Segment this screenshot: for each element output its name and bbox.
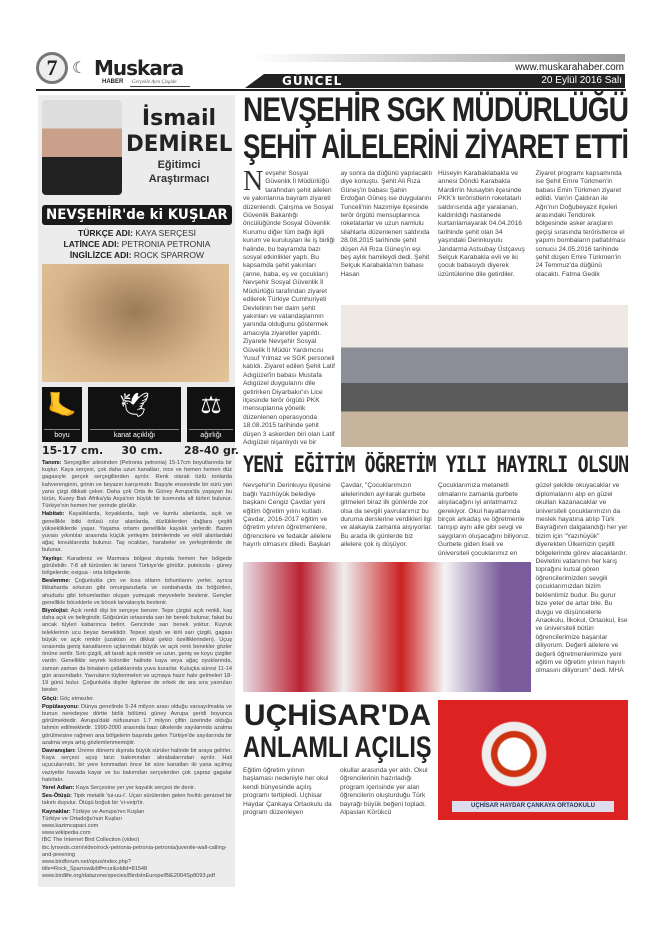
paragraph-text: Serçegiller ailesinden (Petronia petronia) 15-17cm boyutlarında bir kuştur. Kaya serçesi, çok daha uzun kanatları, ince ve hemen hemen düz gagasıyle gerçek serçegillerden ayrılır. Renk olarak türlü tonlarda kahverenginin, grinin ve beyazın karışımıdır. Başıyle ensesinde bir sürü yan yana çizgi dikkati çeker. Daha çok Orta ile Güney Avrupa'da yaşayan bu türün, Kuzey Batı Afrika'yla Asya'nın büyük bir kısmında alt türleri bulunur. Türkiye'nin hemen her yerinde görülür. <box>42 460 233 510</box>
author-photo <box>42 100 122 195</box>
paragraph-title: Tanımı: <box>42 460 62 466</box>
author-header <box>42 100 232 195</box>
header-gradient <box>250 54 625 62</box>
article3 <box>243 700 628 820</box>
wingspan-value: 30 cm. <box>121 444 163 457</box>
author-role: Araştırmacı <box>148 173 210 185</box>
headline-line: ŞEHİT AİLELERİNİ ZİYARET ETTİ <box>243 128 629 166</box>
column-banner-text: NEVŞEHİR'de ki KUŞLAR <box>46 207 228 223</box>
paragraph <box>42 578 232 607</box>
logo-sub: HABER <box>102 79 124 85</box>
source-link[interactable]: www.kazimcapaci.com <box>42 822 99 829</box>
length-icon: 🦶 boyu <box>42 387 82 442</box>
paragraph <box>42 793 232 807</box>
paragraph-title: Yayılışı: <box>42 555 63 562</box>
value: PETRONIA PETRONIA <box>121 239 211 249</box>
value: KAYA SERÇESİ <box>135 228 196 238</box>
article2-column-2: Çavdar, "Çocuklarımızın ailelerinden ayrılarak gurbete gitmeleri biraz ilk günlerde zor olsa da sevgili yavrularımız bu duruma derslerine verdikleri ilgi ve alakayla zamanla alışıyorlar. Bu arada ilk günlerde biz ailelere çok iş düşüyor. <box>340 482 433 549</box>
species-names <box>42 228 232 261</box>
newspaper-logo <box>72 54 182 86</box>
column-banner <box>42 205 232 225</box>
article2-column-1: Nevşehir'in Derinkuyu ilçesine bağlı Yazıhüyük belediye başkanı Cengiz Çavdar yeni eğitim öğretim yılını kutladı. Çavdar, 2016-2017 eğitim ve öğretim yılının öğretmenlere, öğrencilere ve fedakâr ailelere hayırlı olmasını diledi. Başkan <box>243 482 332 549</box>
source-link[interactable]: www.birdforum.net/opus/index.php?title=Rock_Sparrow&diff=cur&oldid=81548 <box>42 858 148 873</box>
source-link[interactable]: www.birdlife.org/datazone/species/BirdsInEurope/BiE2004Sp8093.pdf <box>42 873 215 880</box>
article1-body <box>243 166 628 447</box>
page-number: 7 <box>36 52 68 84</box>
paragraph-title: Davranışları: <box>42 747 76 754</box>
article2-photo <box>243 562 531 692</box>
logo-tagline: Gerçekle Aynı Çizgide <box>132 80 177 85</box>
author-last-name: DEMİREL <box>126 132 233 157</box>
article3-column-2: okullar arasında yer aldı. Okul öğrencilerinin hazırladığı program içerisinde yer alan öğrencilerin oluşturduğu Türk bayrağı büyük beğeni topladı. Alpaslan Körükcü <box>340 767 428 817</box>
article3-column-1: Eğitim öğretim yılının başlaması nedeniyle her okul kendi bünyesinde açılış programı tertipledi. Uçhisar Haydar Çankaya Ortaokulu da program düzenleyen <box>243 767 332 817</box>
weight-value: 28-40 gr. <box>184 444 239 457</box>
article3-headline <box>243 700 432 764</box>
author-role: Eğitimci <box>157 159 201 171</box>
paragraph-title: Beslenme: <box>42 578 71 585</box>
paragraph-title: Yerel Adları: <box>42 784 75 791</box>
paragraph <box>42 785 232 792</box>
satellite-dish-icon: ☾ <box>72 60 87 77</box>
paragraph-text: Türkiye ve Avrupa'nın Kuşları <box>72 808 145 815</box>
drop-cap: N <box>243 166 264 197</box>
source: Türkiye ve Ortadoğu'nun Kuşları <box>42 815 123 822</box>
paragraph-title: Göçü: <box>42 695 59 702</box>
source: IBC The Internet Bird Collection (video) <box>42 837 140 844</box>
source-link[interactable]: ibc.lynxeds.com/video/rock-petronia-petronia-petronia/juvenile-wall-calling-and-preening <box>42 844 227 858</box>
weight-icon: ⚖ ağırlığı <box>187 387 235 442</box>
bird-description <box>42 460 232 881</box>
wingspan-icon: 🕊 kanat açıklığı <box>88 387 181 442</box>
article1-column-2: ay sonra da düğünü yapılacaktı diye konuştu. Şehit Ali Rıza Güneş'in babası Şahin Erdoğan Güneş ise duygularını Tunceli'nin Nazımiye ilçesinde terör örgütü mensuplarınca roketatarlar ve uzun namlulu silahlarla düzenlenen saldırıda 28.08.2015 tarihinde şehit düşen Ali Rıza Güneş'in eşi beş aylık hamileydi dedi. Şehit Selçuk Karabakla'nın babası Hasan <box>340 170 433 278</box>
author-first-name: İsmail <box>141 106 217 131</box>
paragraph <box>42 511 232 554</box>
label: İNGİLİZCE ADI: <box>69 250 132 260</box>
paragraph-text: Göç etmezler. <box>59 695 95 702</box>
label: TÜRKÇE ADI: <box>78 228 133 238</box>
article3-body <box>243 767 432 817</box>
source-link[interactable]: www.wikipedia.com <box>42 830 91 837</box>
measure-values <box>42 444 239 458</box>
article3-text <box>243 700 432 820</box>
article1-photo <box>341 305 629 447</box>
headline-line: NEVŞEHİR SGK MÜDÜRLÜĞÜ <box>243 91 629 129</box>
species-name-latin <box>42 239 232 250</box>
paragraph <box>42 608 232 694</box>
paragraph-text: Çoğunlukla çim ve kısa otların tohumlarını yerler, ayrıca ilkbaharda solucan gibi omurgasızlarla ve sonbaharda da böğürtlen, ahududu gibi tohumlardan oluşan yumuşak meyvelerle beslenir. Gençler genellikle böceklerle ve böcek larvalarıyla beslenir. <box>42 578 232 606</box>
paragraph-text: Açık renkli dişi bir serçeye benzer. Tepe çizgisi açık renkli, kaş daha açık ve belirgindir. Göğsünün ortasında sarı bir benek bulunur, fakat bu ancak tüyleri kabarınca belirir. Gencinde sarı benek yoktur. Kuyruk teleklerinin ucu beyaz beneklidir. Tepesi siyah ve kirli sarı çizgili, gagası büyük ve açık renktir (uzaktan en dikkat çekici özelliklerinden). Uçuş sırasında geniş kanatlarının uçlarındaki büyük ve açık renk benekler gözler önüne serilir. Sırtı çizgili, alt tarafı açık renktir ve uzun, geniş ve koyu çizgiler vardır. Genellikle seyrek koloniler halinde kaya veya ağaç oyuklarında, zaman zaman da binaların çatlaklarında yuva kurarlar. Kuluçka süresi 11-14 gün arasındadır. Yavruların tüylenmeleri ve uçmaya hazır hale gelmeleri 18-19 günü bulur. Çoğunlukla dişiler ilgilense de erkek de ara sıra yavruları besler. <box>42 608 232 694</box>
value: ROCK SPARROW <box>133 250 205 260</box>
column-text: evşehir Sosyal Güvenlik İl Müdürlüğü tarafından şehit aileleri ve yakınlarına bayram ziyareti düzenlendi. Çalışma ve Sosyal Güvenlik Bakanlığı öncülüğünde Sosyal Güvenlik Kurumu diğer tüm bağlı ilgili kurum ve kuruluşları ile iş birliği halinde, bu bayramda bazı sosyal etkinlikler yaptı. Bu kapsamda şehit yakınları (anne, baba, eş ve çocukları) Nevşehir Sosyal Güvenlik İl Müdürlüğü tarafından ziyaret edilerek Türkiye Cumhuriyeti Devletinin her daim şehit yakınları ve vatandaşlarının yanında olduğunu göstermek amacıyla ziyaretler yapıldı. Ziyarete Nevşehir Sosyal Güvelik İl Müdür Yardımcısı Yusuf Yılmaz ve SGK personeli katıldı. Ziyaret edilen Şehit Latif Adıgüzel'in babası Mustafa Adıgüzel duygularını dile getirirken Diyarbakır'ın Lice ilçesinde terör örgütü PKK mensuplarına yönelik düzenlenen operasyonda 18.08.2015 tarihinde şehit düşen 3 askerden biri olan Latif Adıgüzel nişanlıydı ve bir <box>243 170 335 446</box>
section-title: GÜNCEL <box>282 74 343 88</box>
author-info <box>126 100 232 186</box>
label: ağırlığı <box>189 429 233 440</box>
label: LATİNCE ADI: <box>63 239 120 249</box>
article2-column-4: güzel şekilde okuyacaklar ve diplomalarını alıp en güzel okulları kazanacaklar ve üniversiteli çocuklarımızın da meslek hayatına atılıp Türk Bayrağının dalgalandığı her yer bizim için "Yazıhüyük" diyerekten Ülkemizin çeşitli bölgelerinde görev alacaklardır. Devletini vatanının her karış toprağını kutsal gören öğrencilerimizden sevgili çocuklarımızdan bizim beklentimiz budur. Bu gurur bize yeter de artar bile. Bu duygu ve düşüncelerle Anaokulu, İlkokul, Ortaokul, lise ve üniversiteli bütün öğrencilerimize başarılar diliyorum. Değerli ailelere ve değerli öğretmenlerimize yeni eğitim ve öğretim yılının hayırlı olmasını diliyorum" dedi. MHA <box>535 482 628 675</box>
article2-body <box>243 482 628 692</box>
paragraph-title: Habitatı: <box>42 511 65 518</box>
paragraph-title: Popülasyonu: <box>42 703 79 710</box>
paragraph <box>42 748 232 784</box>
paragraph-title: Kaynaklar: <box>42 808 71 815</box>
bird-photo <box>42 264 229 382</box>
species-name-english <box>42 250 232 261</box>
logo-text: Muskara <box>94 56 184 80</box>
article3-photo <box>438 700 628 820</box>
paragraph-text: Kayalıklarda, koyaklarda, taşlı ve kumlu alanlarda, açık ve genellikle bitki örtüsü cılız alanlarda, düzlüklerden dağlara çeşitli yüksekliklerde yaşar. Yaşama ortamı genellikle kayalık yerlerdir. Bazen yuvası yıkıntılar arasında küçük yerleşim birimlerinde ve ekili alanlardaki ağaç kovuklarında bulunur. Taş ocakları, harabeler ve yerleşimlerde de bulunur. <box>42 511 232 554</box>
label: kanat açıklığı <box>90 429 179 440</box>
paragraph-text: Üreme dönemi dışında büyük sürüler halinde bir araya gelirler. Kaya serçesi uçuş tarzı bakımından akrabalarından ayrılır. Hali uçucularındır, bir yere konmadan önce bir süre kanatları iki yana açılmış vaziyette havada kayar ve bu bakımdan serçelerden çok çapraz gagalar hatırlatır. <box>42 747 232 783</box>
paragraph-text: Karadeniz ve Marmara bölgesi dışında hemen her bölgede görülebilir. 7-8 alt türünden iki tanesi Türkiye'de görülür. puteicola - güney bölgelerde; exigua - orta bölgelerde. <box>42 555 232 577</box>
paragraph-text: Tipik metalik 'tui-uu-i'. Uçan sürülerden gelen fısıltılı genizsel bir takırtı duyulur. Ötüşü boğuk bir 'vi-veip'tir. <box>42 793 232 807</box>
paragraph <box>42 704 232 747</box>
bird-column-panel <box>38 95 239 887</box>
paragraph <box>42 809 232 816</box>
measure-icons <box>42 387 232 442</box>
paragraph-text: Kaya Serçesine yer yer kayalık serçesi de denir. <box>76 784 196 791</box>
news-area <box>243 92 628 820</box>
paragraph <box>42 460 232 510</box>
paragraph-title: Biyolojisi: <box>42 608 69 615</box>
species-name-turkish <box>42 228 232 239</box>
paragraph-text: Dünya genelinde 5-24 milyon arası olduğu varsayılmakta ve bunun neredeyse dörtte birlik bölümü güney Avrupa şeridi boyunca görülmektedir. Avrupa'daki nüfusunun 1.7 milyon çiftin üzerinde olduğu tahmin edilmektedir. 1990-2000 arasında bazı ülkelerde sayılarında azalma görülmesine rağmen ana bölgelerin başında gelen Türkiye'de sayılarında bir azalma veya artış gözlemlenmemiştir. <box>42 703 232 746</box>
paragraph <box>42 556 232 578</box>
headline-line: YENİ EĞİTİM ÖĞRETİM YILI HAYIRLI OLSUN <box>243 453 629 479</box>
website-url[interactable]: www.muskarahaber.com <box>515 62 624 73</box>
divider <box>130 86 190 87</box>
paragraph-title: Ses-Ötüşü: <box>42 793 72 800</box>
article2-headline <box>243 453 628 479</box>
headline-line: ANLAMLI AÇILIŞ <box>243 731 432 765</box>
length-value: 15-17 cm. <box>42 444 104 457</box>
issue-date: 20 Eylül 2016 Salı <box>541 75 622 86</box>
paragraph <box>42 696 232 703</box>
label: boyu <box>44 429 80 440</box>
article1-column-3: Hüseyin Karabaklabakla ve annesi Döndü Karabakla Mardin'in Nusaybin ilçesinde PKK'lı teröristlerin roketatarlı saldırısında ağır yaralanan, kaldırıldığı hastanede kurtarılamayarak 04.04.2016 tarihinde şehit olan 34 yaşındaki Derinkuyulu Jandarma Astsubay Üstçavuş Selçuk Karabakla evli ve iki çocuk babasıydı diyerek üzüntülerine dile getirdiler. <box>438 170 525 278</box>
photo-banner: UÇHİSAR HAYDAR ÇANKAYA ORTAOKULU <box>452 801 614 812</box>
headline-line: UÇHİSAR'DA <box>243 699 432 733</box>
article1-column-4: Ziyaret programı kapsamında ise Şehit Emre Türkmen'in babası Emin Türkmen ziyaret edildi. Van'ın Çaldıran ile Ağrı'nın Doğubeyazıt ilçeleri arasındaki Tendürek bölgesinde asker araçların geçişi sırasında teröristlerce el yapımı bombaların patlatılması sonucu 24.05.2016 tarihinde şehit düşen Emre Türkmen'in 24 Temmuz'da düğünü olacaktı. Fatma Gedik <box>535 170 626 278</box>
article1-headline <box>243 92 628 166</box>
article1-column-1 <box>243 166 336 447</box>
article2-column-3: Çocuklarımıza metanetli olmalarını zamanla gurbete alışılacağını iyi anlatmamız gerekiyor. Okul hayatlarında birçok arkadaş ve öğretmenle tanışıp aynı aile gibi sevgi ve saygıların oluşacağını biliyoruz. Gurbete giden liseli ve üniversiteli çocuklarımız en <box>438 482 530 557</box>
